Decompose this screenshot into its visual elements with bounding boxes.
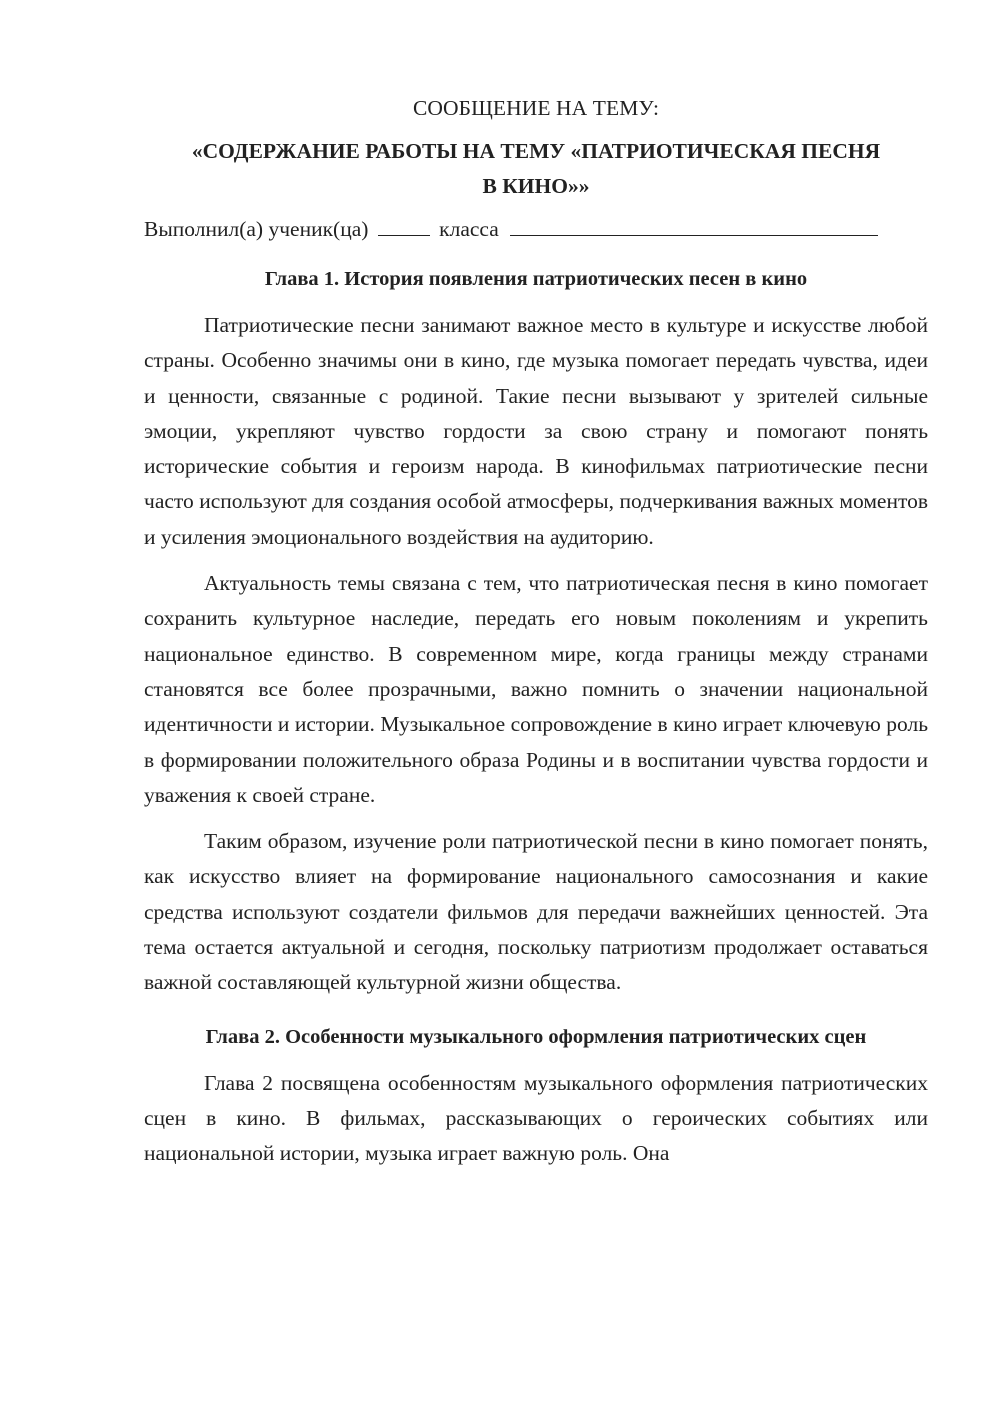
class-label: класса xyxy=(439,217,499,241)
document-heading: СООБЩЕНИЕ НА ТЕМУ: xyxy=(412,96,660,120)
author-prefix: Выполнил(а) ученик(ца) xyxy=(144,217,369,241)
chapter-1-paragraph-3: Таким образом, изучение роли патриотической песни в кино помогает понять, как искусство влияет на формирование национального самосознания и какие средства используют создатели фильмов для передачи важнейших ценностей. Эта тема остается актуальной и сегодня, поскольку патриотизм продолжает оставаться важной составляющей культурной жизни общества. xyxy=(144,829,928,995)
author-line xyxy=(144,215,928,243)
chapter-1-paragraph-1: Патриотические песни занимают важное место в культуре и искусстве любой страны. Особенно значимы они в кино, где музыка помогает передать чувства, идеи и ценности, связанные с родиной. Такие песни вызывают у зрителей сильные эмоции, укрепляют чувство гордости за свою страну и помогают понять исторические события и героизм народа. В кинофильмах патриотические песни часто используют для создания особой атмосферы, подчеркивания важных моментов и усиления эмоционального воздействия на аудиторию. xyxy=(144,313,928,549)
chapter-2-heading: Глава 2. Особенности музыкального оформления патриотических сцен xyxy=(205,1025,867,1048)
grade-blank-field[interactable] xyxy=(378,215,430,236)
document-title xyxy=(144,134,928,204)
document-title-line-2: В КИНО»» xyxy=(482,174,590,198)
document-body xyxy=(144,94,928,1183)
chapter-1-paragraph-2: Актуальность темы связана с тем, что патриотическая песня в кино помогает сохранить культурное наследие, передать его новым поколениям и укрепить национальное единство. В современном мире, когда границы между странами становятся все более прозрачными, важно помнить о значении национальной идентичности и истории. Музыкальное сопровождение в кино играет ключевую роль в формировании положительного образа Родины и в воспитании чувства гордости и уважения к своей стране. xyxy=(144,571,928,807)
name-blank-field[interactable] xyxy=(510,215,878,236)
chapter-2-paragraph-1: Глава 2 посвящена особенностям музыкального оформления патриотических сцен в кино. В фильмах, рассказывающих о героических событиях или национальной истории, музыка играет важную роль. Она xyxy=(144,1070,928,1166)
document-title-line-1: «СОДЕРЖАНИЕ РАБОТЫ НА ТЕМУ «ПАТРИОТИЧЕСКАЯ ПЕСНЯ xyxy=(191,139,881,163)
chapter-1-heading: Глава 1. История появления патриотических песен в кино xyxy=(264,268,808,290)
